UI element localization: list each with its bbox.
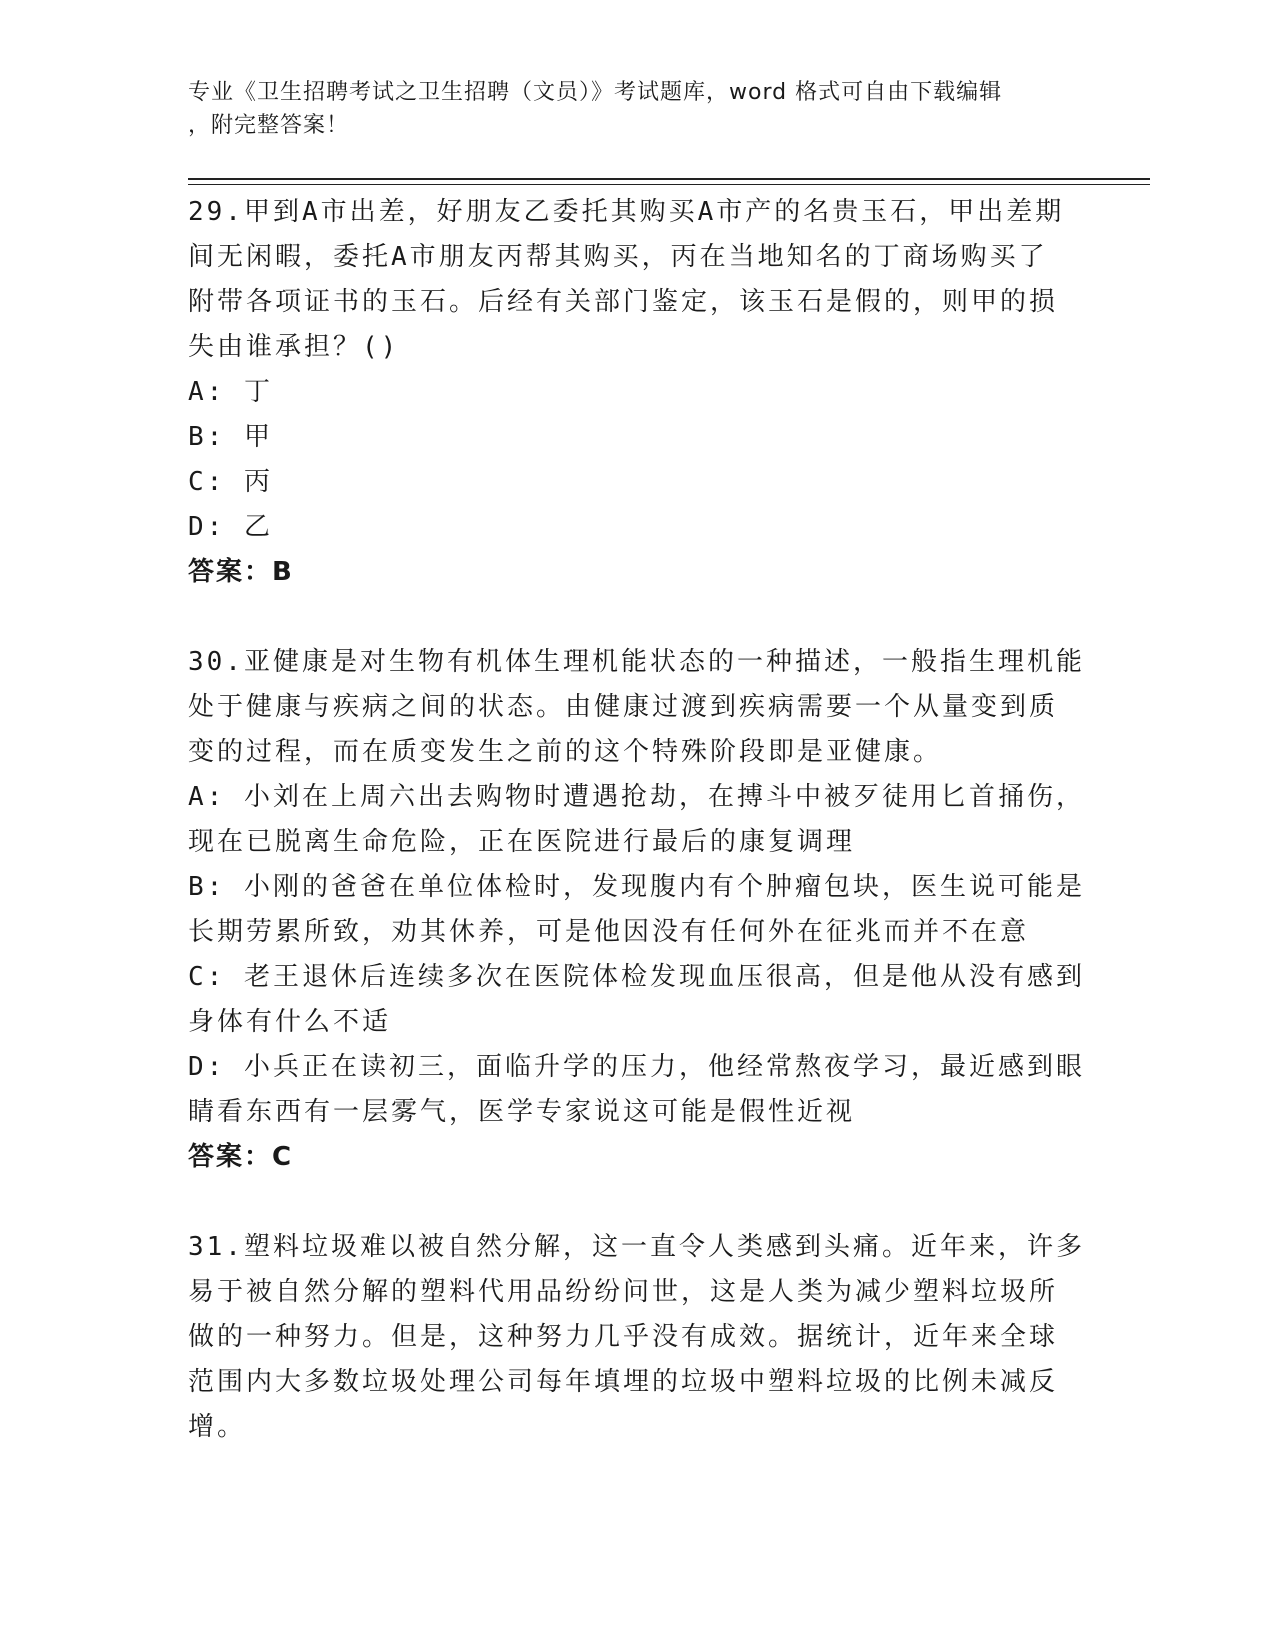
question-31	[188, 1225, 1088, 1450]
option-d: D: 小兵正在读初三，面临升学的压力，他经常熬夜学习，最近感到眼	[188, 1052, 1085, 1082]
question-stem-line: 增。	[188, 1412, 247, 1442]
question-29	[188, 190, 1088, 595]
answer-label: 答案：B	[188, 557, 294, 587]
question-stem-line: 范围内大多数垃圾处理公司每年填埋的垃圾中塑料垃圾的比例未减反	[188, 1367, 1059, 1397]
question-spacer	[188, 1180, 1088, 1225]
option-d: D: 乙	[188, 512, 273, 542]
header-rule-thick	[188, 178, 1150, 180]
option-b-continued: 长期劳累所致，劝其休养，可是他因没有任何外在征兆而并不在意	[188, 917, 1030, 947]
question-stem-line: 处于健康与疾病之间的状态。由健康过渡到疾病需要一个从量变到质	[188, 692, 1059, 722]
document-header	[188, 76, 1078, 142]
option-d-continued: 睛看东西有一层雾气，医学专家说这可能是假性近视	[188, 1097, 856, 1127]
question-30	[188, 640, 1088, 1180]
question-stem-line: 失由谁承担？()	[188, 332, 400, 362]
answer-label: 答案：C	[188, 1142, 294, 1172]
question-stem-line: 变的过程，而在质变发生之前的这个特殊阶段即是亚健康。	[188, 737, 943, 767]
question-stem-line: 29.甲到A市出差，好朋友乙委托其购买A市产的名贵玉石，甲出差期	[188, 197, 1065, 227]
header-line-1: 专业《卫生招聘考试之卫生招聘（文员）》考试题库，word 格式可自由下载编辑	[188, 80, 1003, 105]
question-stem-line: 31.塑料垃圾难以被自然分解，这一直令人类感到头痛。近年来，许多	[188, 1232, 1085, 1262]
header-rule-thin	[188, 184, 1150, 185]
question-stem-line: 做的一种努力。但是，这种努力几乎没有成效。据统计，近年来全球	[188, 1322, 1059, 1352]
question-stem-line: 附带各项证书的玉石。后经有关部门鉴定，该玉石是假的，则甲的损	[188, 287, 1059, 317]
question-stem-line: 间无闲暇，委托A市朋友丙帮其购买，丙在当地知名的丁商场购买了	[188, 242, 1048, 272]
option-b: B: 小刚的爸爸在单位体检时，发现腹内有个肿瘤包块，医生说可能是	[188, 872, 1085, 902]
question-stem-line: 30.亚健康是对生物有机体生理机能状态的一种描述，一般指生理机能	[188, 647, 1085, 677]
header-line-2: ，附完整答案！	[188, 113, 350, 138]
option-a: A: 丁	[188, 377, 273, 407]
question-spacer	[188, 595, 1088, 640]
questions-container	[188, 190, 1088, 1450]
option-c: C: 丙	[188, 467, 273, 497]
option-c: C: 老王退休后连续多次在医院体检发现血压很高，但是他从没有感到	[188, 962, 1085, 992]
option-a: A: 小刘在上周六出去购物时遭遇抢劫，在搏斗中被歹徒用匕首捅伤，	[188, 782, 1085, 812]
option-b: B: 甲	[188, 422, 273, 452]
question-stem-line: 易于被自然分解的塑料代用品纷纷问世，这是人类为减少塑料垃圾所	[188, 1277, 1059, 1307]
option-c-continued: 身体有什么不适	[188, 1007, 392, 1037]
option-a-continued: 现在已脱离生命危险，正在医院进行最后的康复调理	[188, 827, 856, 857]
